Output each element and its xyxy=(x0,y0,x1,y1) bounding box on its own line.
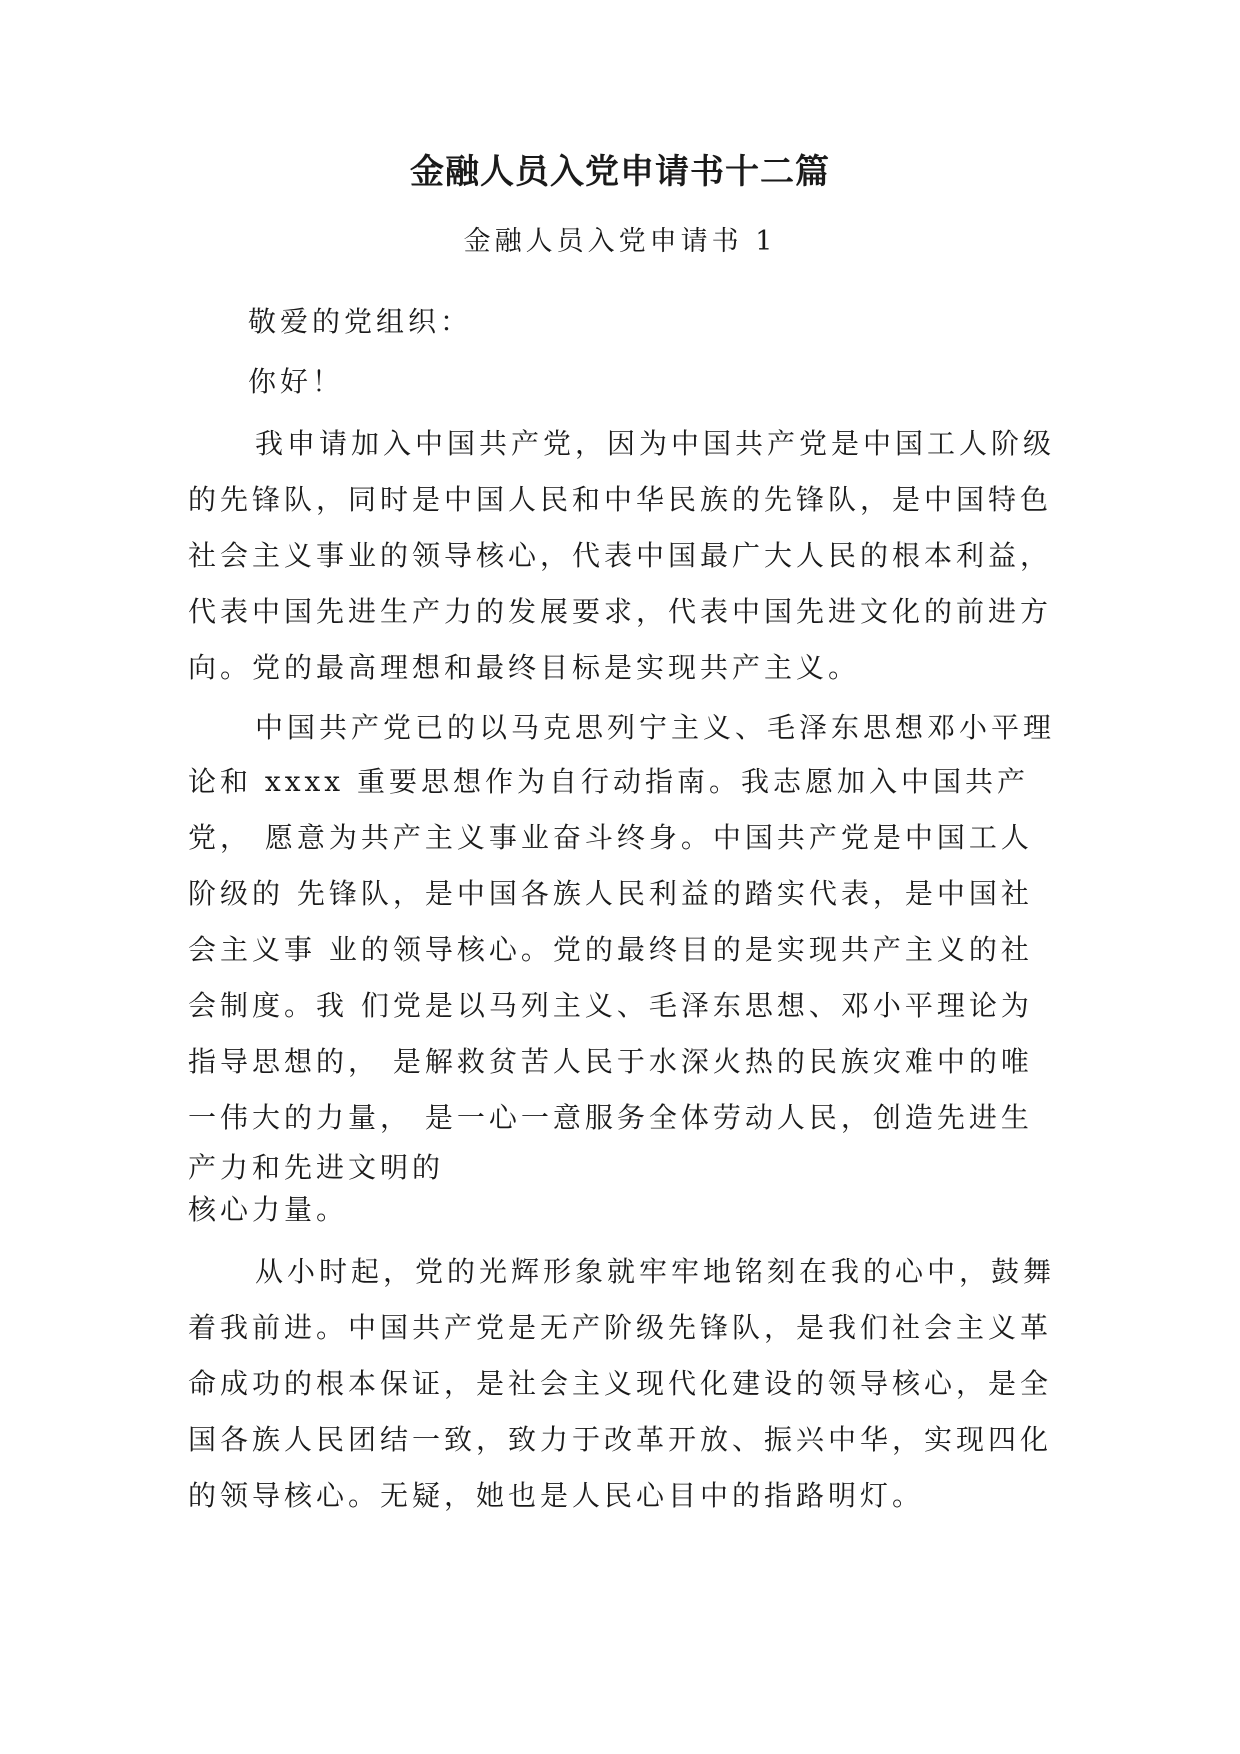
paragraph2-line: 中国共产党已的以马克思列宁主义、毛泽东思想邓小平理 xyxy=(255,711,1056,744)
paragraph2-line: 指导思想的， 是解救贫苦人民于水深火热的民族灾难中的唯 xyxy=(188,1045,1033,1078)
document-title: 金融人员入党申请书十二篇 xyxy=(410,152,830,192)
paragraph3-line: 从小时起，党的光辉形象就牢牢地铭刻在我的心中，鼓舞 xyxy=(255,1255,1056,1288)
paragraph2-line: 核心力量。 xyxy=(188,1193,349,1226)
paragraph2-line: 一伟大的力量， 是一心一意服务全体劳动人民，创造先进生 xyxy=(188,1101,1033,1134)
paragraph3-line: 着我前进。中国共产党是无产阶级先锋队，是我们社会主义革 xyxy=(188,1311,1053,1344)
paragraph2-line: 会制度。我 们党是以马列主义、毛泽东思想、邓小平理论为 xyxy=(188,989,1033,1022)
paragraph2-line: 论和 xxxx 重要思想作为自行动指南。我志愿加入中国共产 xyxy=(188,765,1029,798)
greeting: 你好！ xyxy=(248,365,345,398)
salutation: 敬爱的党组织： xyxy=(248,305,473,338)
paragraph3-line: 命成功的根本保证，是社会主义现代化建设的领导核心，是全 xyxy=(188,1367,1053,1400)
paragraph2-line: 阶级的 先锋队，是中国各族人民利益的踏实代表，是中国社 xyxy=(188,877,1033,910)
paragraph1-line: 我申请加入中国共产党，因为中国共产党是中国工人阶级 xyxy=(255,427,1056,460)
paragraph1-line: 代表中国先进生产力的发展要求，代表中国先进文化的前进方 xyxy=(188,595,1053,628)
document-subtitle: 金融人员入党申请书 1 xyxy=(463,226,777,257)
paragraph3-line: 的领导核心。无疑，她也是人民心目中的指路明灯。 xyxy=(188,1479,925,1512)
paragraph2-line: 党， 愿意为共产主义事业奋斗终身。中国共产党是中国工人 xyxy=(188,821,1033,854)
paragraph1-line: 社会主义事业的领导核心，代表中国最广大人民的根本利益， xyxy=(188,539,1053,572)
paragraph2-line: 会主义事 业的领导核心。党的最终目的是实现共产主义的社 xyxy=(188,933,1033,966)
paragraph3-line: 国各族人民团结一致，致力于改革开放、振兴中华，实现四化 xyxy=(188,1423,1053,1456)
paragraph2-line: 产力和先进文明的 xyxy=(188,1151,445,1184)
paragraph1-line: 的先锋队，同时是中国人民和中华民族的先锋队，是中国特色 xyxy=(188,483,1053,516)
paragraph1-line: 向。党的最高理想和最终目标是实现共产主义。 xyxy=(188,651,861,684)
